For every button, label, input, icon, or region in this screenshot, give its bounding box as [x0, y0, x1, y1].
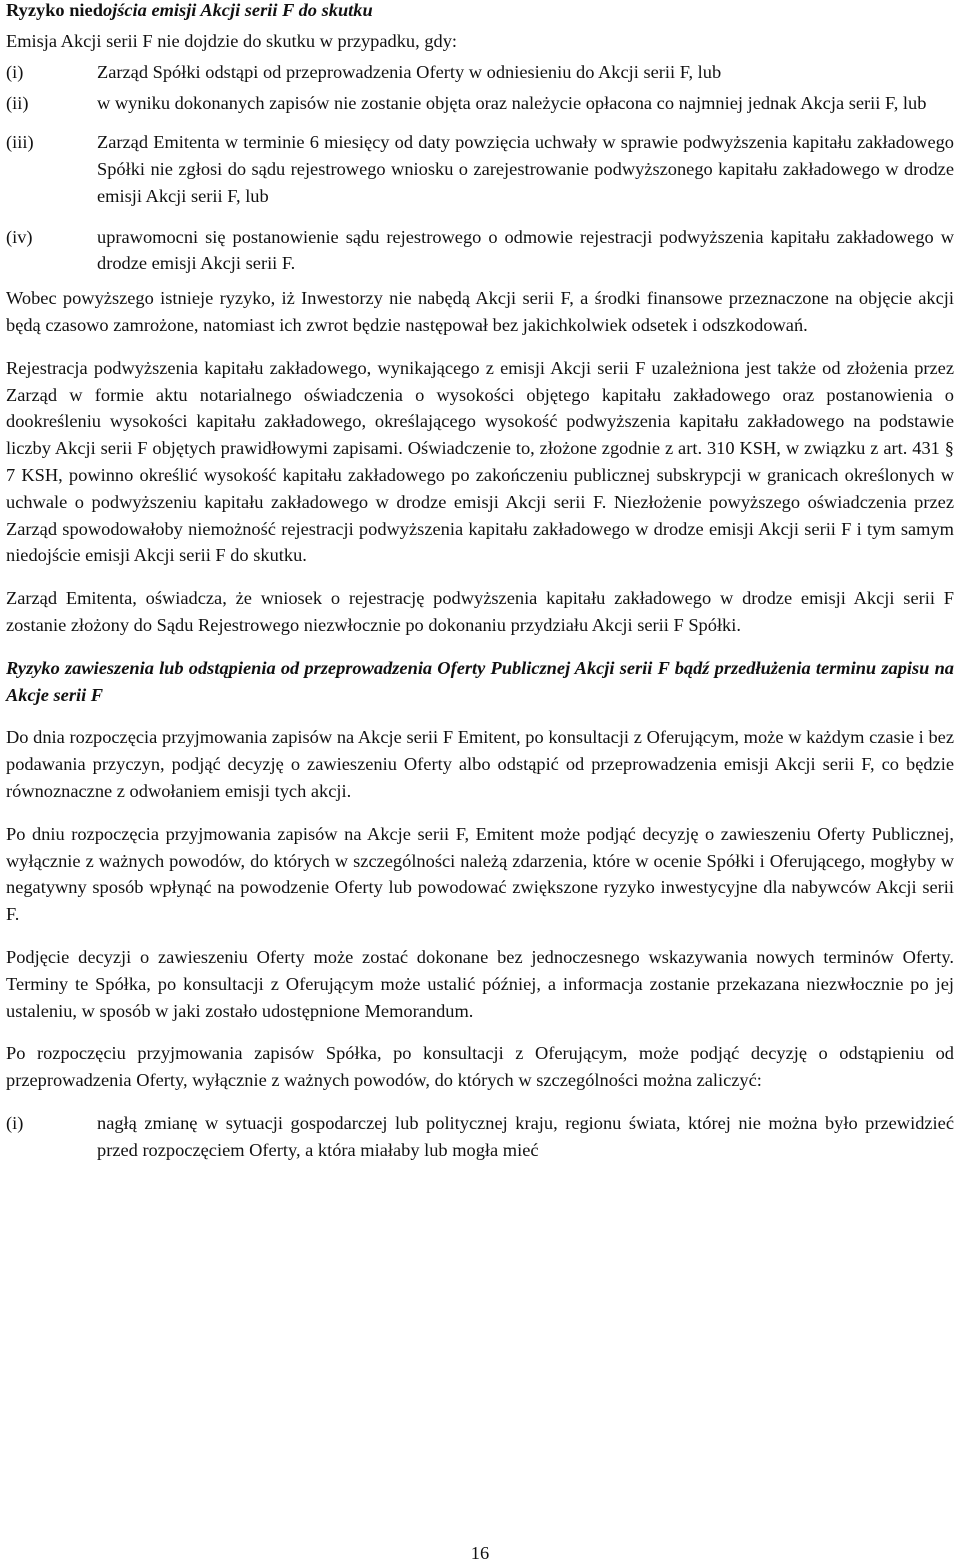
list-item: [6, 1110, 954, 1164]
list-text: nagłą zmianę w sytuacji gospodarczej lub politycznej kraju, regionu świata, której nie można było przewidzieć przed rozpoczęciem Oferty, a która miałaby lub mogła mieć: [97, 1112, 954, 1160]
body-paragraph: Do dnia rozpoczęcia przyjmowania zapisów na Akcje serii F Emitent, po konsultacji z Oferującym, może w każdym czasie i bez podawania przyczyn, podjąć decyzję o zawieszeniu Oferty albo odstąpić od przeprowadzenia emisji Akcji serii F, co będzie równoznaczne z odwołaniem emisji tych akcji.: [6, 727, 954, 801]
conditions-list: [6, 59, 954, 278]
section-heading-suspension: Ryzyko zawieszenia lub odstąpienia od przeprowadzenia Oferty Publicznej Akcji serii F bądź przedłużenia terminu zapisu na Akcje serii F: [6, 657, 954, 705]
list-number: (ii): [6, 93, 29, 114]
list-text: w wyniku dokonanych zapisów nie zostanie objęta oraz należycie opłacona co najmniej jednak Akcja serii F, lub: [97, 93, 927, 114]
list-item: [6, 129, 954, 209]
page-number: 16: [470, 1543, 490, 1563]
body-paragraph: Podjęcie decyzji o zawieszeniu Oferty może zostać dokonane bez jednoczesnego wskazywania nowych terminów Oferty. Terminy te Spółka, po konsultacji z Oferującym może ustalić później, a informacja zostanie przekazana niezwłocznie po jej ustaleniu, w sposób w jaki zostało udostępnione Memorandum.: [6, 946, 954, 1021]
body-paragraph: Po dniu rozpoczęcia przyjmowania zapisów na Akcje serii F, Emitent może podjąć decyzję o zawieszeniu Oferty Publicznej, wyłącznie z ważnych powodów, do których w szczególności należą zdarzenia, które w ocenie Spółki i Oferującego, mogłyby w negatywny sposób wpłynąć na powodzenie Oferty lub powodować zwiększone ryzyko inwestycyjne dla nabywców Akcji serii F.: [6, 823, 954, 925]
body-paragraph: Wobec powyższego istnieje ryzyko, iż Inwestorzy nie nabędą Akcji serii F, a środki finansowe przeznaczone na objęcie akcji będą czasowo zamrożone, natomiast ich zwrot będzie następował bez jakichkolwiek odsetek i odszkodowań.: [6, 288, 954, 335]
intro-paragraph: Emisja Akcji serii F nie dojdzie do skutku w przypadku, gdy:: [6, 30, 458, 51]
reasons-list: [6, 1110, 954, 1164]
list-text: uprawomocni się postanowienie sądu rejestrowego o odmowie rejestracji podwyższenia kapitału zakładowego w drodze emisji Akcji serii F.: [97, 226, 954, 274]
list-item: [6, 90, 954, 117]
heading-part-upright: Ryzyko nied: [6, 0, 103, 20]
list-item: [6, 224, 954, 278]
list-text: Zarząd Emitenta w terminie 6 miesięcy od daty powzięcia uchwały w sprawie podwyższenia kapitału zakładowego Spółki nie zgłosi do sądu rejestrowego wniosku o zarejestrowanie podwyższonego kapitału zakładowego w drodze emisji Akcji serii F, lub: [97, 132, 954, 206]
list-number: (iii): [6, 132, 34, 153]
document-page: [6, 0, 954, 1163]
body-paragraph: Zarząd Emitenta, oświadcza, że wniosek o rejestrację podwyższenia kapitału zakładowego w drodze emisji Akcji serii F zostanie złożony do Sądu Rejestrowego niezwłocznie po dokonaniu przydziału Akcji serii F Spółki.: [6, 588, 954, 635]
list-item: [6, 59, 954, 86]
body-paragraph: Po rozpoczęciu przyjmowania zapisów Spółka, po konsultacji z Oferującym, może podjąć decyzję o odstąpieniu od przeprowadzenia Oferty, wyłącznie z ważnych powodów, do których w szczególności można zaliczyć:: [6, 1043, 954, 1091]
list-number: (i): [6, 61, 24, 82]
section-heading-non-completion: [6, 0, 954, 24]
list-number: (i): [6, 1112, 24, 1133]
body-paragraph: Rejestracja podwyższenia kapitału zakładowego, wynikającego z emisji Akcji serii F uzależniona jest także od złożenia przez Zarząd w formie aktu notarialnego oświadczenia o wysokości objętego kapitału zakładowego oraz postanowienia o dookreśleniu wysokości kapitału zakładowego, określającego wysokość podwyższenia kapitału zakładowego na podstawie liczby Akcji serii F objętych prawidłowymi zapisami. Oświadczenie to, złożone zgodnie z art. 310 KSH, w związku z art. 431 § 7 KSH, powinno określić wysokość kapitału zakładowego po zakończeniu publicznej subskrypcji w granicach określonych w uchwale o podwyższeniu kapitału zakładowego w drodze emisji Akcji serii F. Niezłożenie powyższego oświadczenia przez Zarząd spowodowałoby niemożność rejestracji podwyższenia kapitału zakładowego w drodze emisji Akcji serii F i tym samym niedojście emisji Akcji serii F do skutku.: [6, 357, 954, 566]
list-number: (iv): [6, 226, 33, 247]
heading-part-italic: ojścia emisji Akcji serii F do skutku: [102, 0, 373, 20]
list-text: Zarząd Spółki odstąpi od przeprowadzenia Oferty w odniesieniu do Akcji serii F, lub: [97, 61, 722, 82]
